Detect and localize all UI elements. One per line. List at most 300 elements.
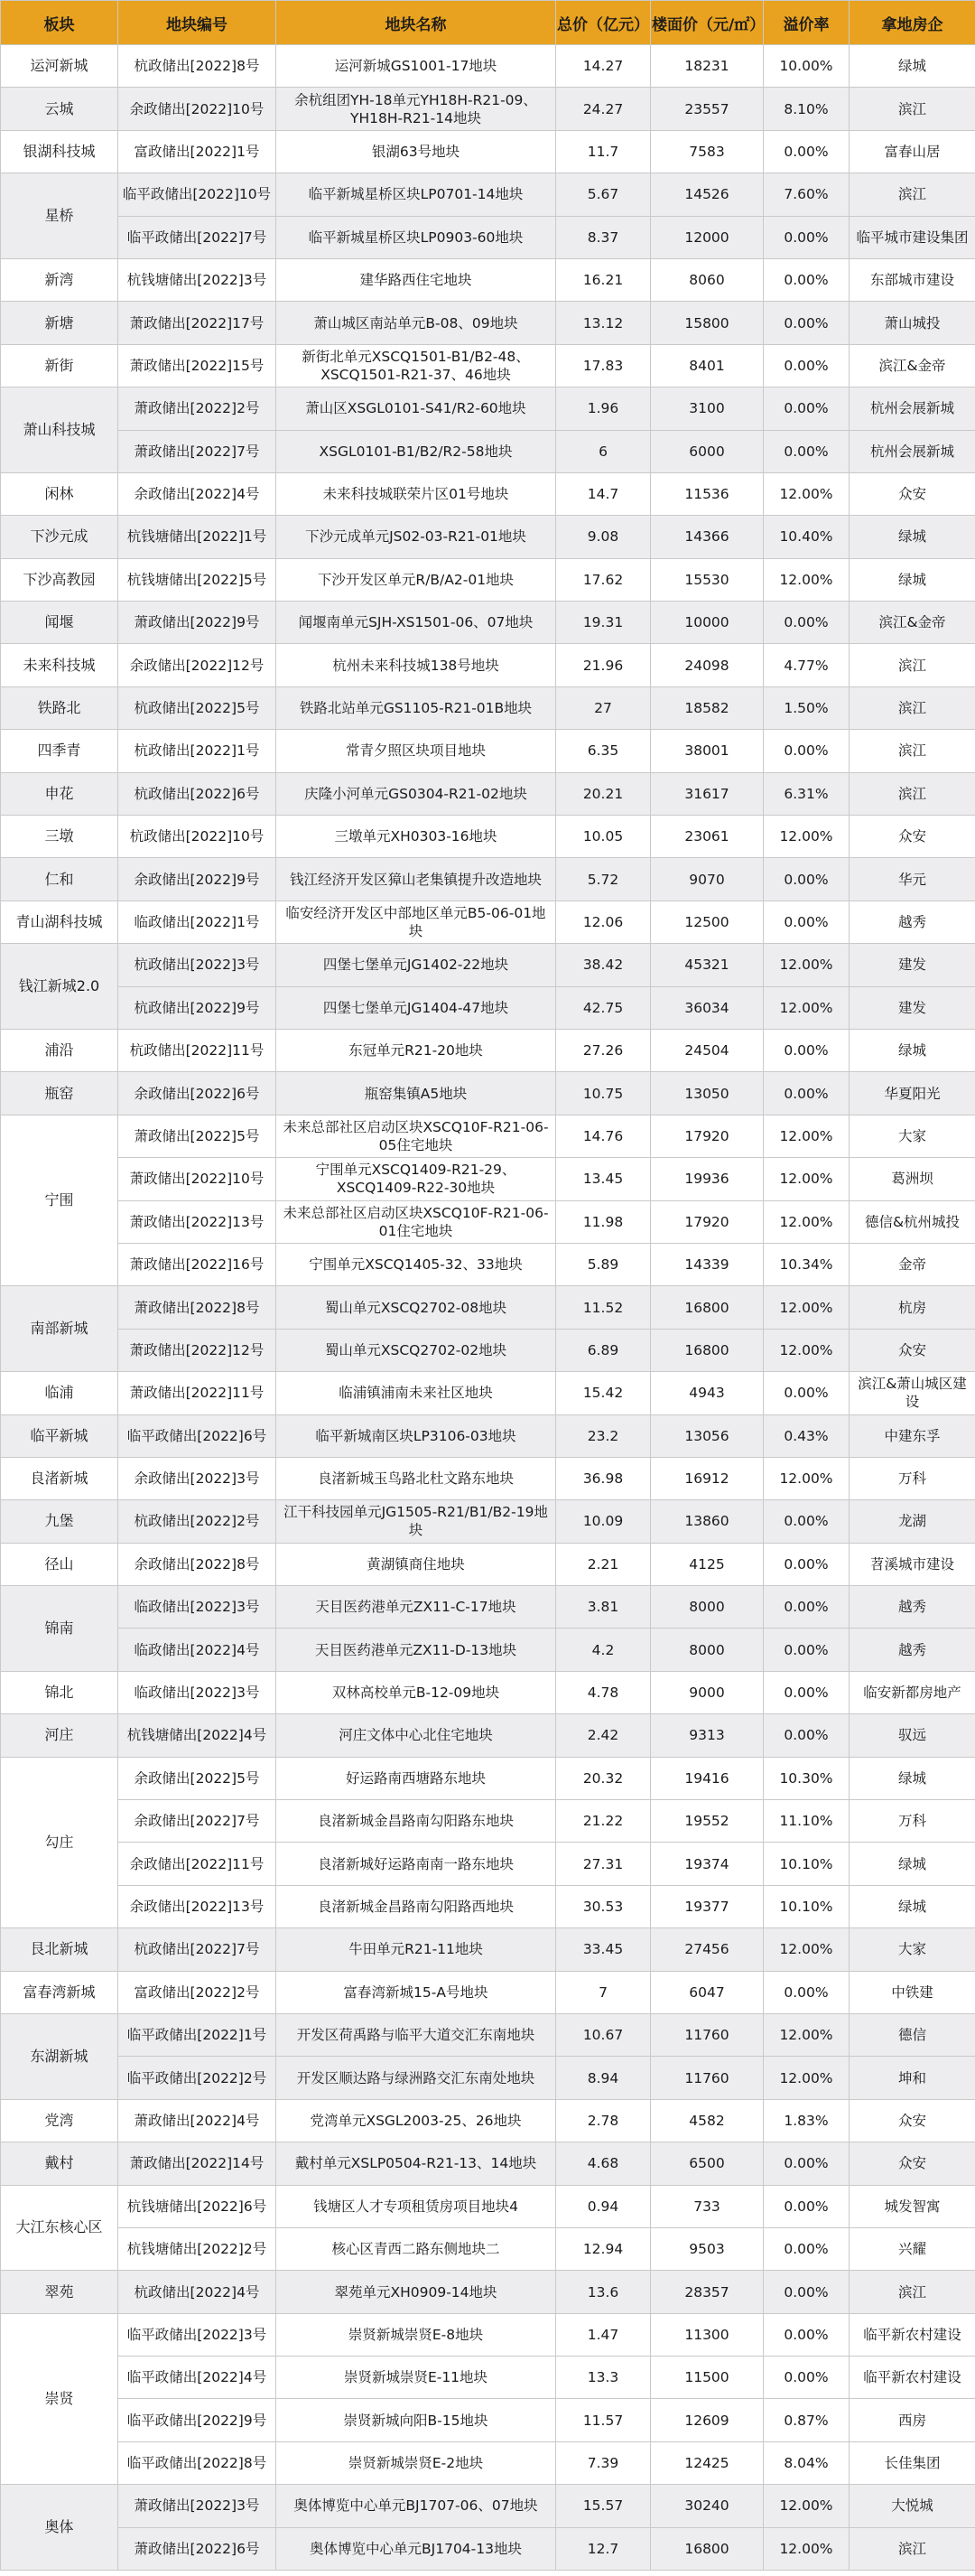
table-row bbox=[1, 1158, 975, 1200]
table-row bbox=[1, 1629, 975, 1671]
table-cell-parcel-name: 开发区顺达路与绿洲路交汇东南处地块 bbox=[276, 2057, 556, 2099]
table-cell-parcel-name: 下沙元成单元JS02-03-R21-01地块 bbox=[276, 516, 556, 558]
table-cell-developer: 建发 bbox=[850, 986, 975, 1029]
table-row bbox=[1, 602, 975, 644]
table-row bbox=[1, 1072, 975, 1115]
table-cell-parcel-name: 奥体博览中心单元BJ1704-13地块 bbox=[276, 2527, 556, 2570]
table-cell-developer: 滨江 bbox=[850, 173, 975, 216]
table-cell-developer: 德信&杭州城投 bbox=[850, 1200, 975, 1243]
table-cell-parcel-id: 临平政储出[2022]9号 bbox=[118, 2399, 276, 2441]
table-cell-district: 富春湾新城 bbox=[1, 1971, 118, 2013]
table-cell-premium-rate: 0.00% bbox=[764, 258, 850, 301]
table-cell-district: 云城 bbox=[1, 88, 118, 130]
table-cell-developer: 滨江 bbox=[850, 2527, 975, 2570]
table-cell-premium-rate: 0.00% bbox=[764, 2185, 850, 2227]
table-cell-parcel-name: 双林高校单元B-12-09地块 bbox=[276, 1671, 556, 1713]
table-cell-parcel-id: 临平政储出[2022]7号 bbox=[118, 216, 276, 258]
table-cell-parcel-name: 良渚新城好运路南南一路东地块 bbox=[276, 1843, 556, 1885]
table-cell-district: 申花 bbox=[1, 772, 118, 815]
table-cell-floor-price: 13056 bbox=[651, 1414, 764, 1457]
table-row bbox=[1, 1243, 975, 1285]
table-cell-total-price: 12.7 bbox=[556, 2527, 651, 2570]
table-cell-total-price: 19.31 bbox=[556, 602, 651, 644]
table-cell-parcel-id: 临平政储出[2022]8号 bbox=[118, 2441, 276, 2484]
table-cell-district: 临浦 bbox=[1, 1372, 118, 1414]
table-cell-premium-rate: 12.00% bbox=[764, 1115, 850, 1157]
table-cell-total-price: 13.3 bbox=[556, 2357, 651, 2399]
table-cell-floor-price: 24504 bbox=[651, 1029, 764, 1071]
table-cell-district: 萧山科技城 bbox=[1, 387, 118, 473]
header-parcel-id: 地块编号 bbox=[118, 1, 276, 45]
table-cell-premium-rate: 10.34% bbox=[764, 1243, 850, 1285]
table-row bbox=[1, 430, 975, 472]
table-cell-parcel-name: 崇贤新城崇贤E-2地块 bbox=[276, 2441, 556, 2484]
table-cell-parcel-id: 余政储出[2022]8号 bbox=[118, 1543, 276, 1585]
table-cell-district: 东湖新城 bbox=[1, 2013, 118, 2099]
table-cell-total-price: 10.05 bbox=[556, 816, 651, 858]
table-cell-premium-rate: 12.00% bbox=[764, 1329, 850, 1371]
table-cell-premium-rate: 0.00% bbox=[764, 1629, 850, 1671]
table-cell-premium-rate: 0.00% bbox=[764, 858, 850, 901]
table-row bbox=[1, 2142, 975, 2185]
table-row bbox=[1, 558, 975, 601]
table-cell-developer: 众安 bbox=[850, 2142, 975, 2185]
table-row bbox=[1, 1928, 975, 1971]
table-cell-total-price: 21.22 bbox=[556, 1800, 651, 1843]
table-cell-total-price: 5.72 bbox=[556, 858, 651, 901]
table-cell-developer: 临平新农村建设 bbox=[850, 2313, 975, 2356]
table-row bbox=[1, 1843, 975, 1885]
table-row bbox=[1, 2227, 975, 2270]
table-cell-developer: 建发 bbox=[850, 944, 975, 986]
table-cell-floor-price: 16912 bbox=[651, 1457, 764, 1499]
table-cell-parcel-name: 闻堰南单元SJH-XS1501-06、07地块 bbox=[276, 602, 556, 644]
table-cell-developer: 绿城 bbox=[850, 558, 975, 601]
table-cell-parcel-id: 余政储出[2022]10号 bbox=[118, 88, 276, 130]
table-cell-developer: 中铁建 bbox=[850, 1971, 975, 2013]
table-cell-parcel-id: 临政储出[2022]3号 bbox=[118, 1586, 276, 1629]
table-cell-parcel-id: 余政储出[2022]4号 bbox=[118, 472, 276, 515]
table-cell-district: 艮北新城 bbox=[1, 1928, 118, 1971]
table-cell-parcel-name: 党湾单元XSGL2003-25、26地块 bbox=[276, 2099, 556, 2142]
table-cell-developer: 大悦城 bbox=[850, 2485, 975, 2527]
table-cell-developer: 滨江 bbox=[850, 88, 975, 130]
table-cell-premium-rate: 10.10% bbox=[764, 1885, 850, 1927]
table-row bbox=[1, 216, 975, 258]
table-row bbox=[1, 816, 975, 858]
table-cell-parcel-id: 富政储出[2022]1号 bbox=[118, 130, 276, 173]
table-cell-developer: 滨江&金帝 bbox=[850, 602, 975, 644]
table-cell-parcel-id: 临平政储出[2022]4号 bbox=[118, 2357, 276, 2399]
table-cell-premium-rate: 0.00% bbox=[764, 1671, 850, 1713]
table-cell-premium-rate: 0.00% bbox=[764, 344, 850, 387]
table-row bbox=[1, 2185, 975, 2227]
table-cell-total-price: 6.89 bbox=[556, 1329, 651, 1371]
table-cell-parcel-id: 临政储出[2022]3号 bbox=[118, 1671, 276, 1713]
table-cell-parcel-name: 建华路西住宅地块 bbox=[276, 258, 556, 301]
table-cell-parcel-id: 临平政储出[2022]3号 bbox=[118, 2313, 276, 2356]
table-cell-district: 下沙高教园 bbox=[1, 558, 118, 601]
table-cell-total-price: 20.32 bbox=[556, 1757, 651, 1799]
table-cell-floor-price: 8060 bbox=[651, 258, 764, 301]
table-cell-district: 党湾 bbox=[1, 2099, 118, 2142]
table-cell-total-price: 6.35 bbox=[556, 730, 651, 772]
table-cell-floor-price: 28357 bbox=[651, 2271, 764, 2313]
table-cell-developer: 绿城 bbox=[850, 1757, 975, 1799]
table-cell-floor-price: 14366 bbox=[651, 516, 764, 558]
table-cell-developer: 滨江 bbox=[850, 686, 975, 729]
table-cell-developer: 杭州会展新城 bbox=[850, 430, 975, 472]
table-cell-premium-rate: 1.50% bbox=[764, 686, 850, 729]
table-cell-district: 钱江新城2.0 bbox=[1, 944, 118, 1030]
table-row bbox=[1, 1800, 975, 1843]
table-cell-premium-rate: 12.00% bbox=[764, 1286, 850, 1329]
header-parcel-name: 地块名称 bbox=[276, 1, 556, 45]
table-cell-total-price: 21.96 bbox=[556, 644, 651, 686]
table-cell-floor-price: 6000 bbox=[651, 430, 764, 472]
table-row bbox=[1, 1543, 975, 1585]
table-cell-floor-price: 31617 bbox=[651, 772, 764, 815]
table-cell-developer: 西房 bbox=[850, 2399, 975, 2441]
table-cell-parcel-id: 杭钱塘储出[2022]2号 bbox=[118, 2227, 276, 2270]
table-row bbox=[1, 2313, 975, 2356]
table-cell-developer: 坤和 bbox=[850, 2057, 975, 2099]
table-cell-total-price: 0.94 bbox=[556, 2185, 651, 2227]
table-cell-floor-price: 45321 bbox=[651, 944, 764, 986]
table-cell-district: 翠苑 bbox=[1, 2271, 118, 2313]
table-row bbox=[1, 772, 975, 815]
table-cell-parcel-name: 余杭组团YH-18单元YH18H-R21-09、YH18H-R21-14地块 bbox=[276, 88, 556, 130]
table-cell-developer: 驭远 bbox=[850, 1714, 975, 1757]
table-cell-developer: 富春山居 bbox=[850, 130, 975, 173]
table-cell-premium-rate: 0.43% bbox=[764, 1414, 850, 1457]
table-cell-parcel-name: 临安经济开发区中部地区单元B5-06-01地块 bbox=[276, 901, 556, 943]
table-cell-premium-rate: 12.00% bbox=[764, 1158, 850, 1200]
table-cell-district: 临平新城 bbox=[1, 1414, 118, 1457]
table-cell-parcel-id: 杭钱塘储出[2022]1号 bbox=[118, 516, 276, 558]
table-cell-total-price: 4.68 bbox=[556, 2142, 651, 2185]
table-cell-parcel-name: 良渚新城金昌路南勾阳路东地块 bbox=[276, 1800, 556, 1843]
table-cell-parcel-id: 临政储出[2022]1号 bbox=[118, 901, 276, 943]
table-cell-parcel-name: 新街北单元XSCQ1501-B1/B2-48、XSCQ1501-R21-37、46地块 bbox=[276, 344, 556, 387]
header-total-price: 总价（亿元） bbox=[556, 1, 651, 45]
table-cell-parcel-id: 余政储出[2022]13号 bbox=[118, 1885, 276, 1927]
table-cell-parcel-id: 余政储出[2022]11号 bbox=[118, 1843, 276, 1885]
table-row bbox=[1, 901, 975, 943]
table-cell-developer: 绿城 bbox=[850, 516, 975, 558]
table-cell-premium-rate: 0.00% bbox=[764, 730, 850, 772]
table-cell-parcel-name: 庆隆小河单元GS0304-R21-02地块 bbox=[276, 772, 556, 815]
table-cell-parcel-name: 未来科技城联荣片区01号地块 bbox=[276, 472, 556, 515]
table-row bbox=[1, 1414, 975, 1457]
table-cell-total-price: 12.06 bbox=[556, 901, 651, 943]
table-cell-premium-rate: 0.00% bbox=[764, 1714, 850, 1757]
table-cell-district: 未来科技城 bbox=[1, 644, 118, 686]
table-row bbox=[1, 258, 975, 301]
table-cell-parcel-name: 黄湖镇商住地块 bbox=[276, 1543, 556, 1585]
table-cell-floor-price: 16800 bbox=[651, 1286, 764, 1329]
table-cell-floor-price: 36034 bbox=[651, 986, 764, 1029]
table-cell-premium-rate: 8.04% bbox=[764, 2441, 850, 2484]
table-cell-parcel-name: 富春湾新城15-A号地块 bbox=[276, 1971, 556, 2013]
table-row bbox=[1, 2099, 975, 2142]
table-cell-developer: 临平新农村建设 bbox=[850, 2357, 975, 2399]
table-cell-parcel-name: 银湖63号地块 bbox=[276, 130, 556, 173]
table-cell-developer: 越秀 bbox=[850, 1629, 975, 1671]
table-cell-parcel-id: 余政储出[2022]7号 bbox=[118, 1800, 276, 1843]
table-cell-developer: 越秀 bbox=[850, 1586, 975, 1629]
table-cell-total-price: 8.37 bbox=[556, 216, 651, 258]
table-cell-total-price: 11.52 bbox=[556, 1286, 651, 1329]
table-cell-parcel-id: 萧政储出[2022]7号 bbox=[118, 430, 276, 472]
table-cell-premium-rate: 0.00% bbox=[764, 387, 850, 430]
table-cell-developer: 华元 bbox=[850, 858, 975, 901]
table-cell-floor-price: 15800 bbox=[651, 302, 764, 344]
table-cell-parcel-name: 天目医药港单元ZX11-D-13地块 bbox=[276, 1629, 556, 1671]
table-cell-developer: 大家 bbox=[850, 1928, 975, 1971]
table-cell-total-price: 13.12 bbox=[556, 302, 651, 344]
table-cell-parcel-name: 核心区青西二路东侧地块二 bbox=[276, 2227, 556, 2270]
table-row bbox=[1, 302, 975, 344]
table-cell-floor-price: 38001 bbox=[651, 730, 764, 772]
table-cell-total-price: 1.96 bbox=[556, 387, 651, 430]
table-row bbox=[1, 986, 975, 1029]
table-cell-parcel-id: 杭政储出[2022]10号 bbox=[118, 816, 276, 858]
table-cell-parcel-name: 戴村单元XSLP0504-R21-13、14地块 bbox=[276, 2142, 556, 2185]
table-cell-developer: 滨江 bbox=[850, 730, 975, 772]
table-cell-premium-rate: 12.00% bbox=[764, 472, 850, 515]
table-cell-parcel-id: 萧政储出[2022]16号 bbox=[118, 1243, 276, 1285]
table-cell-floor-price: 7583 bbox=[651, 130, 764, 173]
table-cell-developer: 大家 bbox=[850, 1115, 975, 1157]
table-cell-total-price: 10.09 bbox=[556, 1500, 651, 1543]
table-cell-total-price: 15.42 bbox=[556, 1372, 651, 1414]
table-cell-parcel-name: 临浦镇浦南未来社区地块 bbox=[276, 1372, 556, 1414]
table-cell-floor-price: 9070 bbox=[651, 858, 764, 901]
table-cell-premium-rate: 12.00% bbox=[764, 944, 850, 986]
table-cell-premium-rate: 10.40% bbox=[764, 516, 850, 558]
table-cell-total-price: 36.98 bbox=[556, 1457, 651, 1499]
table-cell-parcel-id: 余政储出[2022]5号 bbox=[118, 1757, 276, 1799]
table-cell-parcel-id: 临平政储出[2022]1号 bbox=[118, 2013, 276, 2056]
table-cell-floor-price: 15530 bbox=[651, 558, 764, 601]
table-cell-premium-rate: 10.30% bbox=[764, 1757, 850, 1799]
table-cell-parcel-id: 余政储出[2022]3号 bbox=[118, 1457, 276, 1499]
table-cell-floor-price: 19377 bbox=[651, 1885, 764, 1927]
table-cell-premium-rate: 0.00% bbox=[764, 1971, 850, 2013]
table-cell-parcel-name: 萧山区XSGL0101-S41/R2-60地块 bbox=[276, 387, 556, 430]
table-cell-floor-price: 16800 bbox=[651, 2527, 764, 2570]
table-cell-developer: 萧山城投 bbox=[850, 302, 975, 344]
table-cell-total-price: 20.21 bbox=[556, 772, 651, 815]
table-cell-total-price: 38.42 bbox=[556, 944, 651, 986]
table-cell-developer: 绿城 bbox=[850, 45, 975, 88]
table-cell-parcel-id: 杭政储出[2022]9号 bbox=[118, 986, 276, 1029]
table-cell-parcel-id: 临平政储出[2022]2号 bbox=[118, 2057, 276, 2099]
table-cell-floor-price: 23557 bbox=[651, 88, 764, 130]
table-cell-floor-price: 12425 bbox=[651, 2441, 764, 2484]
table-cell-developer: 万科 bbox=[850, 1457, 975, 1499]
table-row bbox=[1, 2441, 975, 2484]
table-cell-total-price: 4.2 bbox=[556, 1629, 651, 1671]
table-cell-parcel-name: 运河新城GS1001-17地块 bbox=[276, 45, 556, 88]
table-cell-parcel-id: 杭政储出[2022]2号 bbox=[118, 1500, 276, 1543]
table-cell-district: 新塘 bbox=[1, 302, 118, 344]
table-cell-parcel-id: 余政储出[2022]12号 bbox=[118, 644, 276, 686]
table-cell-parcel-id: 杭钱塘储出[2022]6号 bbox=[118, 2185, 276, 2227]
table-row bbox=[1, 1329, 975, 1371]
table-cell-parcel-name: 良渚新城玉鸟路北杜文路东地块 bbox=[276, 1457, 556, 1499]
table-cell-premium-rate: 0.00% bbox=[764, 2227, 850, 2270]
table-cell-parcel-name: 钱江经济开发区獐山老集镇提升改造地块 bbox=[276, 858, 556, 901]
table-cell-premium-rate: 6.31% bbox=[764, 772, 850, 815]
table-cell-total-price: 10.67 bbox=[556, 2013, 651, 2056]
table-cell-parcel-id: 萧政储出[2022]2号 bbox=[118, 387, 276, 430]
table-row bbox=[1, 1500, 975, 1543]
table-row bbox=[1, 2485, 975, 2527]
table-cell-premium-rate: 0.00% bbox=[764, 2142, 850, 2185]
table-cell-premium-rate: 0.00% bbox=[764, 216, 850, 258]
table-cell-floor-price: 9503 bbox=[651, 2227, 764, 2270]
table-cell-total-price: 14.27 bbox=[556, 45, 651, 88]
table-cell-district: 奥体 bbox=[1, 2485, 118, 2571]
table-cell-total-price: 13.6 bbox=[556, 2271, 651, 2313]
table-cell-parcel-id: 临平政储出[2022]10号 bbox=[118, 173, 276, 216]
table-cell-developer: 城发智寓 bbox=[850, 2185, 975, 2227]
table-cell-parcel-id: 萧政储出[2022]6号 bbox=[118, 2527, 276, 2570]
table-cell-total-price: 14.76 bbox=[556, 1115, 651, 1157]
table-cell-developer: 众安 bbox=[850, 1329, 975, 1371]
header-developer: 拿地房企 bbox=[850, 1, 975, 45]
table-cell-district: 银湖科技城 bbox=[1, 130, 118, 173]
table-cell-premium-rate: 0.00% bbox=[764, 302, 850, 344]
table-cell-parcel-id: 杭钱塘储出[2022]5号 bbox=[118, 558, 276, 601]
table-cell-premium-rate: 0.00% bbox=[764, 1543, 850, 1585]
table-cell-premium-rate: 12.00% bbox=[764, 558, 850, 601]
table-cell-floor-price: 8000 bbox=[651, 1629, 764, 1671]
table-cell-parcel-name: 杭州未来科技城138号地块 bbox=[276, 644, 556, 686]
table-cell-floor-price: 11300 bbox=[651, 2313, 764, 2356]
table-cell-total-price: 3.81 bbox=[556, 1586, 651, 1629]
table-cell-district: 锦南 bbox=[1, 1586, 118, 1672]
table-cell-floor-price: 13050 bbox=[651, 1072, 764, 1115]
table-cell-parcel-id: 杭政储出[2022]4号 bbox=[118, 2271, 276, 2313]
table-cell-parcel-id: 临政储出[2022]4号 bbox=[118, 1629, 276, 1671]
table-cell-floor-price: 24098 bbox=[651, 644, 764, 686]
table-cell-floor-price: 23061 bbox=[651, 816, 764, 858]
table-cell-floor-price: 11760 bbox=[651, 2057, 764, 2099]
table-cell-parcel-name: 未来总部社区启动区块XSCQ10F-R21-06-01住宅地块 bbox=[276, 1200, 556, 1243]
table-cell-floor-price: 4125 bbox=[651, 1543, 764, 1585]
table-cell-parcel-name: 未来总部社区启动区块XSCQ10F-R21-06-05住宅地块 bbox=[276, 1115, 556, 1157]
table-cell-floor-price: 17920 bbox=[651, 1115, 764, 1157]
table-cell-floor-price: 16800 bbox=[651, 1329, 764, 1371]
table-cell-district: 浦沿 bbox=[1, 1029, 118, 1071]
table-cell-developer: 兴耀 bbox=[850, 2227, 975, 2270]
table-cell-district: 九堡 bbox=[1, 1500, 118, 1543]
table-cell-parcel-name: 江干科技园单元JG1505-R21/B1/B2-19地块 bbox=[276, 1500, 556, 1543]
table-cell-parcel-name: 翠苑单元XH0909-14地块 bbox=[276, 2271, 556, 2313]
table-row bbox=[1, 644, 975, 686]
table-cell-developer: 绿城 bbox=[850, 1029, 975, 1071]
table-cell-district: 河庄 bbox=[1, 1714, 118, 1757]
table-cell-floor-price: 3100 bbox=[651, 387, 764, 430]
table-cell-premium-rate: 10.10% bbox=[764, 1843, 850, 1885]
table-cell-parcel-id: 杭政储出[2022]11号 bbox=[118, 1029, 276, 1071]
table-cell-parcel-id: 萧政储出[2022]5号 bbox=[118, 1115, 276, 1157]
table-cell-parcel-id: 杭政储出[2022]3号 bbox=[118, 944, 276, 986]
table-row bbox=[1, 2013, 975, 2056]
table-cell-parcel-name: 牛田单元R21-11地块 bbox=[276, 1928, 556, 1971]
table-cell-floor-price: 8000 bbox=[651, 1586, 764, 1629]
table-cell-developer: 滨江 bbox=[850, 772, 975, 815]
table-cell-total-price: 11.7 bbox=[556, 130, 651, 173]
table-cell-premium-rate: 0.00% bbox=[764, 1072, 850, 1115]
table-row bbox=[1, 2271, 975, 2313]
table-cell-developer: 众安 bbox=[850, 2099, 975, 2142]
table-cell-parcel-id: 萧政储出[2022]3号 bbox=[118, 2485, 276, 2527]
table-cell-premium-rate: 0.00% bbox=[764, 1500, 850, 1543]
table-cell-premium-rate: 12.00% bbox=[764, 816, 850, 858]
table-cell-developer: 绿城 bbox=[850, 1843, 975, 1885]
table-row bbox=[1, 472, 975, 515]
table-cell-district: 瓶窑 bbox=[1, 1072, 118, 1115]
table-cell-premium-rate: 12.00% bbox=[764, 2485, 850, 2527]
table-cell-district: 运河新城 bbox=[1, 45, 118, 88]
table-row bbox=[1, 1115, 975, 1157]
table-cell-total-price: 23.2 bbox=[556, 1414, 651, 1457]
table-cell-total-price: 5.89 bbox=[556, 1243, 651, 1285]
table-cell-premium-rate: 0.00% bbox=[764, 2313, 850, 2356]
table-cell-floor-price: 11536 bbox=[651, 472, 764, 515]
table-cell-total-price: 27 bbox=[556, 686, 651, 729]
table-cell-parcel-name: 铁路北站单元GS1105-R21-01B地块 bbox=[276, 686, 556, 729]
table-cell-parcel-id: 萧政储出[2022]13号 bbox=[118, 1200, 276, 1243]
table-cell-floor-price: 18582 bbox=[651, 686, 764, 729]
table-cell-district: 径山 bbox=[1, 1543, 118, 1585]
table-cell-parcel-name: 下沙开发区单元R/B/A2-01地块 bbox=[276, 558, 556, 601]
table-cell-total-price: 8.94 bbox=[556, 2057, 651, 2099]
table-cell-parcel-id: 萧政储出[2022]12号 bbox=[118, 1329, 276, 1371]
table-cell-total-price: 2.78 bbox=[556, 2099, 651, 2142]
table-cell-premium-rate: 0.00% bbox=[764, 430, 850, 472]
table-cell-floor-price: 4582 bbox=[651, 2099, 764, 2142]
table-cell-floor-price: 6500 bbox=[651, 2142, 764, 2185]
table-cell-floor-price: 11500 bbox=[651, 2357, 764, 2399]
header-district: 板块 bbox=[1, 1, 118, 45]
table-cell-floor-price: 8401 bbox=[651, 344, 764, 387]
table-cell-district: 新街 bbox=[1, 344, 118, 387]
table-cell-premium-rate: 7.60% bbox=[764, 173, 850, 216]
table-cell-premium-rate: 12.00% bbox=[764, 2527, 850, 2570]
table-cell-premium-rate: 12.00% bbox=[764, 2057, 850, 2099]
table-row bbox=[1, 88, 975, 130]
table-cell-parcel-name: 崇贤新城崇贤E-11地块 bbox=[276, 2357, 556, 2399]
table-cell-total-price: 14.7 bbox=[556, 472, 651, 515]
table-cell-developer: 众安 bbox=[850, 816, 975, 858]
table-row bbox=[1, 1586, 975, 1629]
table-cell-parcel-name: 奥体博览中心单元BJ1707-06、07地块 bbox=[276, 2485, 556, 2527]
table-cell-total-price: 24.27 bbox=[556, 88, 651, 130]
header-floor-price: 楼面价（元/㎡） bbox=[651, 1, 764, 45]
table-cell-premium-rate: 4.77% bbox=[764, 644, 850, 686]
table-cell-developer: 金帝 bbox=[850, 1243, 975, 1285]
table-cell-total-price: 7.39 bbox=[556, 2441, 651, 2484]
table-cell-total-price: 4.78 bbox=[556, 1671, 651, 1713]
table-cell-total-price: 10.75 bbox=[556, 1072, 651, 1115]
table-cell-parcel-name: 钱塘区人才专项租赁房项目地块4 bbox=[276, 2185, 556, 2227]
table-cell-floor-price: 4943 bbox=[651, 1372, 764, 1414]
